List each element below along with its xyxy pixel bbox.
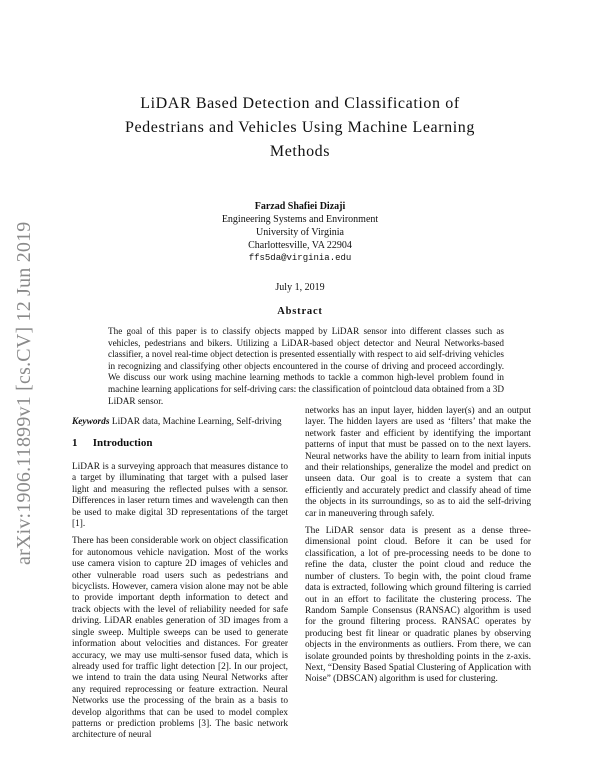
- paper-date: July 1, 2019: [275, 282, 325, 293]
- right-column: [305, 406, 531, 692]
- paragraph: There has been considerable work on object classification for autonomous vehicle navigation. Most of the works use camera vision to capture 2D images of vehicles and other vulnerable road users such as pedestrians and bicyclists. However, camera vision alone may not be able to provide important depth information to detect and track objects with the level of reliability needed for safe driving. LiDAR enables generation of 3D images from a single sweep. Multiple sweeps can be used to generate information about velocities and distances. For greater accuracy, we may use multi-sensor fused data, which is already used for traffic light detection [2]. In our project, we intend to train the data using Neural Networks after any required reprocessing or feature extraction. Neural Networks use the processing of the brain as a basis to develop algorithms that can be used to model complex patterns or prediction problems [3]. The basic network architecture of neural: [72, 536, 288, 741]
- paragraph: LiDAR is a surveying approach that measures distance to a target by illuminating that target with a pulsed laser light and measuring the reflected pulses with a sensor. Differences in laser return times and wavelength can then be used to make digital 3D representations of the target [1].: [72, 462, 288, 530]
- abstract-text: The goal of this paper is to classify objects mapped by LiDAR sensor into different classes such as vehicles, pedestrians and bikers. Utilizing a LiDAR-based object detector and Neural Networks-based classifier, a novel real-time object detection is presented essentially with respect to aid self-driving vehicles in recognizing and classifying other objects encountered in the course of driving and proceed accordingly. We discuss our work using machine learning methods to tackle a common high-level problem found in machine learning applications for self-driving cars: the classification of pointcloud data obtained from a 3D LiDAR sensor.: [108, 326, 504, 406]
- keywords-text: LiDAR data, Machine Learning, Self-driving: [111, 417, 282, 427]
- paragraph: The LiDAR sensor data is present as a dense three-dimensional point cloud. Before it can be used for classification, a lot of pre-processing needs to be done to refine the data, cluster the point cloud and reduce the number of clusters. To begin with, the point cloud frame data is extracted, following which ground filtering is carried out in an effort to facilitate the clustering process. The Random Sample Consensus (RANSAC) algorithm is used for the ground filtering process. RANSAC operates by producing best fit linear or quadratic planes by observing objects in the environments as outliers. From there, we can isolate grounded points by thresholding points in the z-axis. Next, “Density Based Spatial Clustering of Application with Noise” (DBSCAN) algorithm is used for clustering.: [305, 526, 531, 685]
- paragraph: networks has an input layer, hidden layer(s) and an output layer. The hidden layers are used as ‘filters’ that make the network faster and efficient by identifying the important patterns of input that must be passed on to the next layers. Neural networks have the ability to learn from initial inputs and their relationships, generalize the model and predict on unseen data. Our goal is to create a system that can efficiently and accurately predict and classify ahead of time the objects in its surroundings, so as to aid the self-driving car in maneuvering through safely.: [305, 406, 531, 519]
- keywords-label: Keywords: [72, 417, 110, 427]
- title-line-2: Pedestrians and Vehicles Using Machine Learning: [124, 119, 476, 136]
- title-line-3: Methods: [269, 143, 331, 160]
- title-line-1: LiDAR Based Detection and Classification of: [140, 95, 460, 112]
- author-department: Engineering Systems and Environment: [221, 214, 379, 225]
- author-block: [150, 200, 450, 265]
- paper-title: [80, 92, 520, 164]
- section-title: Introduction: [92, 437, 153, 449]
- left-column: [72, 462, 288, 748]
- section-number: 1: [72, 437, 78, 449]
- section-heading: [72, 437, 152, 449]
- author-email[interactable]: ffs5da@virginia.edu: [248, 253, 352, 263]
- author-name: Farzad Shafiei Dizaji: [254, 201, 346, 212]
- author-city: Charlottesville, VA 22904: [248, 240, 352, 251]
- author-university: University of Virginia: [256, 227, 344, 238]
- abstract-heading: Abstract: [277, 306, 323, 317]
- arxiv-side-stamp: arXiv:1906.11899v1 [cs.CV] 12 Jun 2019: [13, 221, 35, 565]
